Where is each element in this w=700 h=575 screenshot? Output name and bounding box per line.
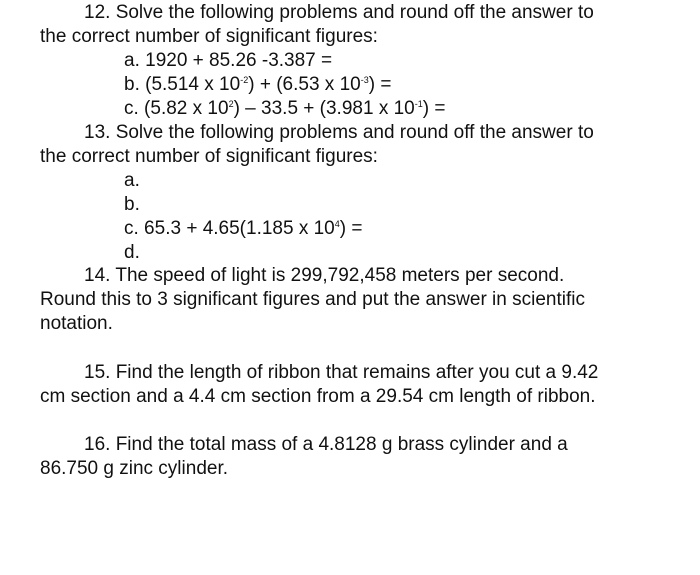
q15-line-1: 15. Find the length of ribbon that remains after you cut a 9.42 (84, 362, 599, 383)
q13-item-d: d. (124, 242, 140, 263)
q14-line-1: 14. The speed of light is 299,792,458 meters per second. (84, 265, 565, 286)
q12-line-1: 12. Solve the following problems and round off the answer to (84, 2, 594, 23)
q13-line-2: the correct number of significant figures: (40, 146, 378, 167)
q12-item-a: a. 1920 + 85.26 -3.387 = (124, 50, 333, 71)
q15-line-2: cm section and a 4.4 cm section from a 29.54 cm length of ribbon. (40, 386, 596, 407)
q12-item-c: c. (5.82 x $10^2) - 33.5 + (3.981$ x $10^{-1}$) = (124, 98, 446, 119)
q13-item-b: b. (124, 194, 140, 215)
q14-line-3: notation. (40, 313, 113, 334)
q13-line-1: 13. Solve the following problems and round off the answer to (84, 122, 594, 143)
q16-line-2: 86.750 g zinc cylinder. (40, 458, 229, 479)
q13-item-c: c. 65.3 + 4.65(1.185 x $10^4$) = (124, 218, 363, 239)
q16-line-1: 16. Find the total mass of a 4.8128 g brass cylinder and a (84, 434, 568, 455)
q14-line-2: Round this to 3 significant figures and put the answer in scientific (40, 289, 585, 310)
q12-line-2: the correct number of significant figures: (40, 26, 378, 47)
q13-item-a: a. (124, 170, 140, 191)
q12-item-b: b. (5.514 x $10^{-2}) + (6.53$ x $10^{-3}$) = (124, 74, 392, 95)
